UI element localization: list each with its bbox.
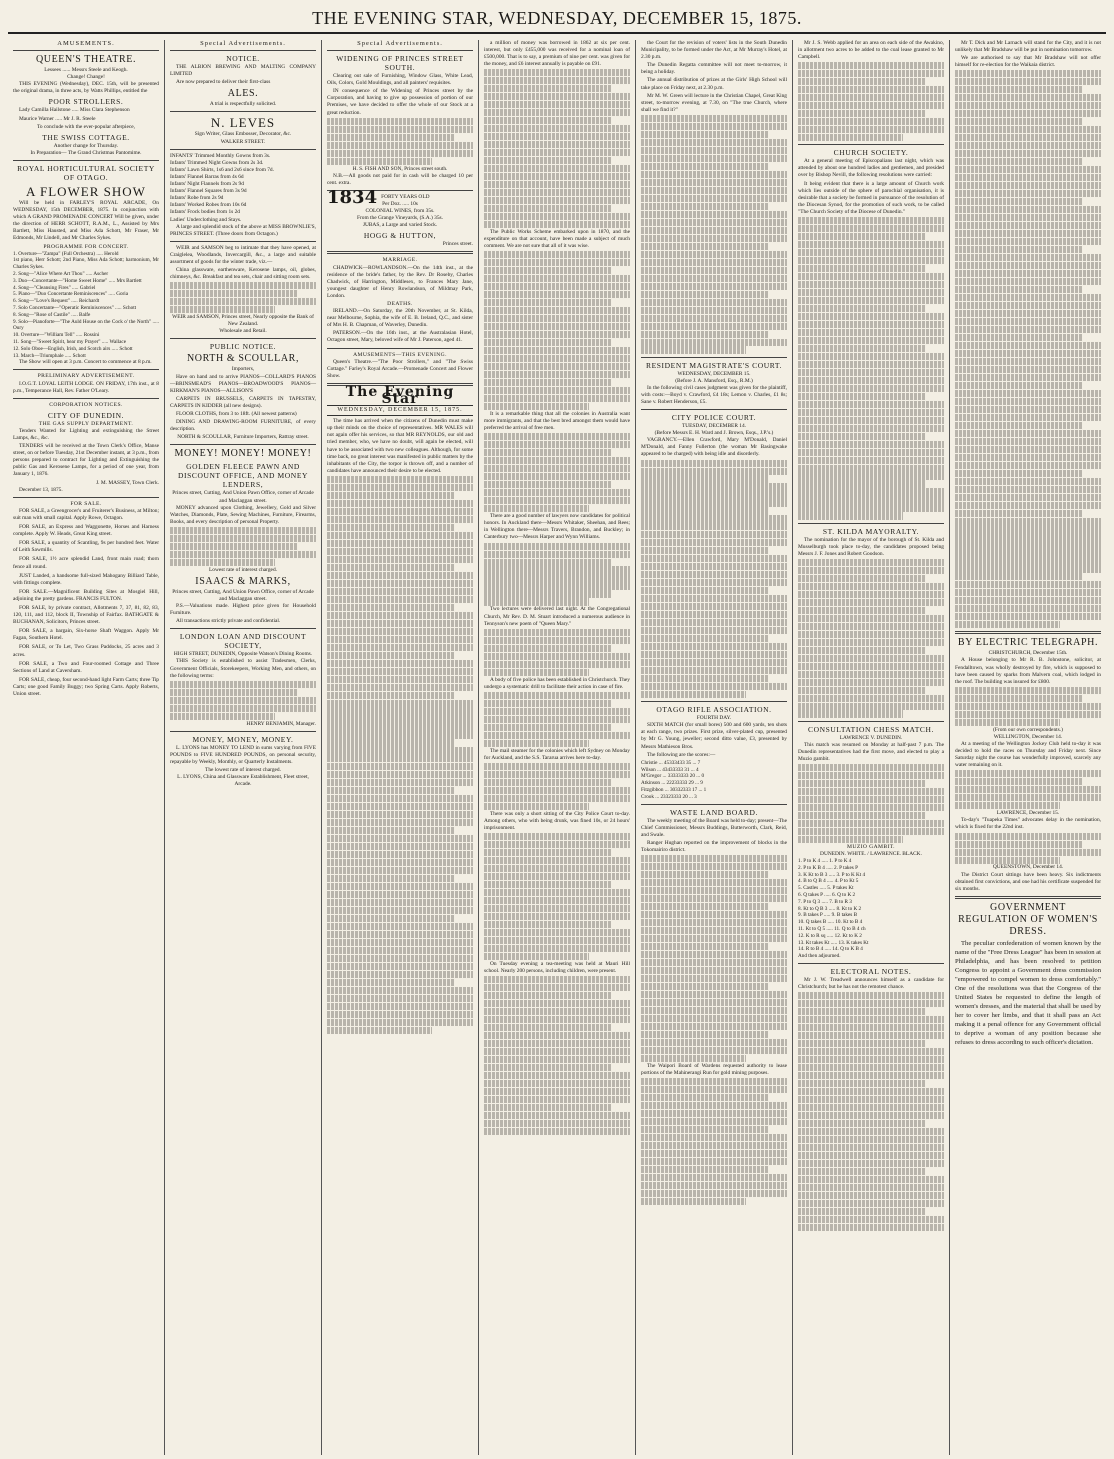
year-stamp: 1834 xyxy=(327,186,378,208)
article-text: Two lectures were delivered last night. At the Congregational Church, Mr Rev. D. M. Stuart introduced a numerous audience in Tennyson's new poem of "Queen Mary." xyxy=(484,606,630,627)
divider xyxy=(170,149,316,150)
text-lines xyxy=(170,282,316,313)
deaths-text: IRELAND.—On Saturday, the 20th November, at St. Kilda, near Melbourne, Sophia, the wife of E. B. Ireland, Q.C., and sister of Mrs H. B. Chapman, of Waverley, Dunedin. xyxy=(327,308,473,329)
show-note: The Show will open at 3 p.m. Concert to commence at 8 p.m. xyxy=(19,359,152,366)
programme-item: 3. Duo—Concertante—"Home Sweet Home" ..... Mrs Bartlett xyxy=(13,277,142,284)
notice-title: NOTICE. xyxy=(226,54,260,64)
ales-text: A trial is respectfully solicited. xyxy=(209,101,277,108)
chess-move: 13. Kt takes Kt ..... 13. K takes Kt xyxy=(798,939,869,946)
police-text: VAGRANCY.—Ellen Crawford, Mary M'Donald, Daniel M'Donald, and Fanny Fullerton (the woman Mr Basingwake appeared to be charged) with being idle and disorderly. xyxy=(641,437,787,458)
lyons-text-2: The lowest rate of interest charged. xyxy=(205,767,281,774)
weir-signature: WEIR and SAMSON, Princes street, Nearly opposite the Bank of New Zealand. xyxy=(172,314,314,328)
marriage-text: CHADWICK—ROWLANDSON.—On the 14th inst., at the residence of the bride's father, by the Rev. Dr Roseby, Charles Chadwick, of Harrington, Middlesex, to Frances Mary Jane, youngest daughter of Henry Rowlandson, of Mildmay Park, London. xyxy=(327,264,473,299)
chess-title: CONSULTATION CHESS MATCH. xyxy=(807,724,934,734)
rifle-text: SIXTH MATCH (for small bores) 500 and 600 yards, ten shots at each range, two prizes. First prize, silver-plated cup, presented by Mr G. Young, jeweller; second ditto value, £3, presented by Messrs Mathieson Bros. xyxy=(641,722,787,750)
text-lines xyxy=(484,763,630,810)
gas-text: Tenders Wanted for Lighting and extinguishing the Street Lamps, &c., &c. xyxy=(13,427,159,441)
rifle-scores xyxy=(641,760,787,801)
column-2 xyxy=(165,40,322,1455)
text-lines xyxy=(484,69,630,228)
article-text: the Court for the revision of voters' lists in the South Dunedin Municipality, to be formed under the Act, at Mr Murray's Hotel, at 2.30 p.m. xyxy=(641,40,787,61)
text-lines xyxy=(484,692,630,747)
forsale-ad: FOR SALE, cheap, four second-hand light Farm Carts; three Tip Carts; one good Family Buggy; two Spring Carts. Apply Roberts, Union street. xyxy=(13,676,159,697)
resident-date: WEDNESDAY, DECEMBER 15. xyxy=(677,370,751,377)
divider xyxy=(798,523,944,524)
resident-title: RESIDENT MAGISTRATE'S COURT. xyxy=(646,360,782,370)
article-text: It is a remarkable thing that all the colonies in Australia want more immigrants, and that the best bred amongst them would have preferred the arrival of free men. xyxy=(484,411,630,432)
score-row: M'Gregor ... 33333333 20 ... 0 xyxy=(641,773,705,780)
text-lines xyxy=(798,62,944,141)
text-lines xyxy=(955,70,1101,628)
weir-signature-2: Wholesale and Retail. xyxy=(219,328,267,335)
forsale-ad: FOR SALE, 1½ acre splendid Land, front main road; thorn fence all round. xyxy=(13,556,159,570)
text-lines xyxy=(798,992,944,1231)
hogg-address: Princes street. xyxy=(442,241,473,248)
programme-item: 8. Song—"Rose of Castile" ..... Balfe xyxy=(13,311,91,318)
divider xyxy=(641,357,787,358)
theatre-lessees: Lessees ...... Messrs Steele and Keogh. xyxy=(44,67,128,74)
theatre-afterpiece: THE SWISS COTTAGE. xyxy=(42,132,130,142)
newspaper-page xyxy=(8,4,1106,1455)
ales-title: ALES. xyxy=(227,88,259,100)
section-heading: Special Advertisements. xyxy=(357,40,443,47)
north-text-3: FLOOR CLOTHS, from 3 to 18ft. (All newest patterns) xyxy=(176,411,297,418)
text-lines xyxy=(641,115,787,354)
programme-item: 1st piano, Herr Schott; 2nd Piano, Miss Ada Schott; harmonium, Mr Charles Sykes. xyxy=(13,257,159,271)
programme-item: 1. Overture—"Zampa" (Full Orchestra) ..... Herold xyxy=(13,250,119,257)
hogg-price: Per Doz. ..... 10s xyxy=(382,200,418,207)
hogg-text-4: JUBAS, a Large and varied Stock. xyxy=(362,222,438,229)
column-1 xyxy=(8,40,165,1455)
forsale-ad: FOR SALE, an Express and Waggonette, Horses and Harness complete. Apply W. Heads, Great King street. xyxy=(13,524,159,538)
chess-move: 3. K Kt to B 3 ..... 3. P to K Kt 4 xyxy=(798,871,866,878)
nleves-text: Sign Writer, Glass Embosser, Decorator, &c. xyxy=(194,131,292,138)
divider xyxy=(170,241,316,242)
divider xyxy=(13,369,159,370)
divider xyxy=(641,804,787,805)
text-lines xyxy=(170,527,316,566)
paper-nameplate: The Evening Star xyxy=(345,383,455,407)
london-title: LONDON LOAN AND DISCOUNT SOCIETY, xyxy=(179,632,307,651)
nleves-title: N. LEVES xyxy=(210,115,276,131)
chess-move: 12. K to R sq ..... 12. Kt to K 2 xyxy=(798,932,862,939)
chess-move: 8. Kt to Q B 3 ..... 8. Kt to K 2 xyxy=(798,905,862,912)
column-4 xyxy=(479,40,636,1455)
forsale-ad: FOR SALE, or To Let, Two Grass Paddocks, 25 acres and 3 acres. xyxy=(13,644,159,658)
dateline: CHRISTCHURCH, December 15th. xyxy=(988,650,1068,657)
widening-title: WIDENING OF PRINCES STREET SOUTH. xyxy=(336,54,464,73)
programme-item: 13. March—Triumphale ..... Schott xyxy=(13,352,86,359)
north-text-2: CARPETS IN BRUSSELS, CARPETS IN TAPESTRY, CARPETS IN KIDDER (all new designs). xyxy=(170,395,316,409)
divider xyxy=(955,631,1101,634)
article-text: There was only a short sitting of the City Police Court to-day. Among others, who with being drunk, was fined 10s, or 24 hours' imprisonment. xyxy=(484,810,630,831)
chess-move: 2. P to K B 4 ..... 2. P takes P xyxy=(798,864,858,871)
forsale-ad: FOR SALE, a Two and Four-roomed Cottage and Three Sections of Land at Caversham. xyxy=(13,660,159,674)
isaacs-title: ISAACS & MARKS, xyxy=(195,575,291,587)
column-6 xyxy=(793,40,950,1455)
column-5 xyxy=(636,40,793,1455)
tenders-text: TENDERS will be received at the Town Clerk's Office, Manse street, on or before Tuesday, 21st December instant, at 3 p.m., from persons prepared to contract for Lighting and Extinguishing the public Gas and Kerosene Lamps, for a period of one year, from January 1, 1876. xyxy=(13,443,159,478)
prelim-title: PRELIMINARY ADVERTISEMENT. xyxy=(37,373,135,380)
dateline: QUEENSTOWN, December 14. xyxy=(992,864,1064,871)
chess-move: 6. Q takes P ..... 6. Q to K 2 xyxy=(798,891,856,898)
text-lines xyxy=(327,118,473,165)
gas-title: THE GAS SUPPLY DEPARTMENT. xyxy=(38,420,134,427)
divider xyxy=(327,348,473,349)
deaths-title: DEATHS. xyxy=(387,300,413,307)
divider xyxy=(955,896,1101,899)
deaths-text-2: PATERSON.—On the 16th inst., at the Australasian Hotel, Octagon street, Mary, beloved wife of Mr J. Paterson, aged 41. xyxy=(327,330,473,344)
church-title: CHURCH SOCIETY. xyxy=(833,148,909,158)
article-text: The Dunedin Regatta committee will not meet to-morrow, it being a holiday. xyxy=(641,62,787,76)
church-text-2: It being evident that there is a large amount of Church work which lies outside of the sphere of parochial organisation, it is desirable that a society be formed in pursuance of the resolution of the Diocesan Synod, for the promotion of such work, to be called "The Church Society of the Diocese of Dunedin." xyxy=(798,180,944,215)
tenders-date: December 13, 1875. xyxy=(19,486,63,493)
divider xyxy=(641,409,787,410)
divider xyxy=(170,111,316,112)
divider xyxy=(13,398,159,399)
widening-text-2: IN consequence of the Widening of Princes street by the Corporation, and having to give up possession of portion of our Premises, we have decided to offer the whole of our Stock at a great reduction. xyxy=(327,88,473,116)
hogg-signature: HOGG & HUTTON, xyxy=(363,231,437,241)
rifle-title: OTAGO RIFLE ASSOCIATION. xyxy=(656,705,772,715)
govt-title: GOVERNMENT REGULATION OF WOMEN'S DRESS. xyxy=(958,901,1098,937)
programme-item: 5. Piano—"Duo Concertante Reminiscences" ..... Goria xyxy=(13,291,129,298)
widening-signature: H. S. FISH AND SON, Princes street south. xyxy=(352,165,448,172)
divider xyxy=(170,628,316,629)
hogg-text-3: From the Grange Vineyards, (S.A.) 35s. xyxy=(357,215,443,222)
divider xyxy=(170,338,316,339)
resident-before: (Before J. A. Mansford, Esq., R.M.) xyxy=(675,377,753,384)
divider xyxy=(798,721,944,722)
divider xyxy=(641,701,787,702)
flower-show-text: Will be held in FARLEY'S ROYAL ARCADE, On WEDNESDAY, 15th DECEMBER, 1875. In conjunction with which A GRAND PROMENADE CONCERT Will be given, under the direction of HERR SCHOTT, R.A.M., L., Assisted by Mrs Bartlett, Miss Hausted, and Miss Ada Schott, Mr Fraser, Mr Edmonds, Mr Lindell, and Mr Charles Sykes. xyxy=(13,199,159,242)
london-text: HIGH STREET, DUNEDIN, Opposite Watson's Dining Rooms. xyxy=(173,651,313,658)
telegraph-title: BY ELECTRIC TELEGRAPH. xyxy=(957,637,1099,649)
text-lines xyxy=(484,833,630,960)
masthead xyxy=(8,4,1106,34)
widening-note: N.B.—All goods not paid for in cash will be charged 10 per cent. extra. xyxy=(327,172,473,186)
london-text-2: THIS Society is established to assist Tradesmen, Clerks, Government Officials, Storekeepers, Working Men, and others, on the following terms: xyxy=(170,658,316,679)
infants-item: Infants' Flannel Barras from 4s 6d xyxy=(170,173,244,180)
widening-text: Clearing out sale of Furnishing, Window Glass, White Lead, Oils, Colors, Gold Mouldings, and all painters' requisites. xyxy=(327,73,473,87)
programme-item: 2. Song—"Alice Where Art Thou" ..... Ascher xyxy=(13,270,109,277)
chess-move: 5. Castles ..... 5. P takes Kt xyxy=(798,885,854,892)
forsale-ad: FOR SALE, a quantity of Scantling, 9s per hundred feet. Water of Leith Sawmills. xyxy=(13,540,159,554)
text-lines xyxy=(798,217,944,520)
programme-item: 7. Solo Concertante—"Operatic Reminiscences" ..... Schott xyxy=(13,304,137,311)
article-text: There are a good number of lawyers now candidates for political honors. In Auckland there—Messrs Whitaker, Sheehan, and Rees; in Wellington there—Messrs Travers, Brandon, and Buckley; in Canterbury two—Messrs Harper and Wynn Williams. xyxy=(484,513,630,541)
text-lines xyxy=(484,433,630,512)
theatre-note: To conclude with the ever-popular afterpiece, xyxy=(37,123,135,130)
waste-text: The weekly meeting of the Board was held to-day; present—The Chief Commissioner, Messrs Buddings, Butterworth, Clark, Reid, and Swale. xyxy=(641,817,787,838)
rifle-sub: FOURTH DAY. xyxy=(696,715,732,722)
hogg-text-2: COLONIAL WINES, from 35s. xyxy=(365,208,435,215)
tenders-signature: J. M. MASSEY, Town Clerk. xyxy=(96,479,159,486)
score-row: Atkinson ... 22233333 29 ... 9 xyxy=(641,780,703,787)
isaacs-text-2: All transactions strictly private and confidential. xyxy=(176,618,281,625)
moneys-title: MONEY, MONEY, MONEY. xyxy=(192,734,294,744)
church-text: At a general meeting of Episcopalians last night, which was attended by about one hundred ladies and gentlemen, and presided over by Bishop Nevill, the following resolutions were carried: xyxy=(798,158,944,179)
corporation-title: CORPORATION NOTICES. xyxy=(49,401,123,408)
theatre-cast-1: Lady Camilla Hailstone ..... Miss Clara Stephenson xyxy=(19,107,130,114)
forsale-ad: FOR SALE, by private contract, Allotments 7, 37, 81, 82, 83, 120, 111, and 112, block II, Township of Fairfax. BATHGATE & BUCHANAN, Solicitors, Princes street. xyxy=(13,604,159,626)
text-lines xyxy=(327,476,473,1034)
programme-item: 4. Song—"Cleansing Fires" ..... Gabriel xyxy=(13,284,96,291)
text-lines xyxy=(641,855,787,1062)
programme-list xyxy=(13,251,159,360)
chess-move: 11. Kt to Q 5 ..... 11. Q to B 4 ch xyxy=(798,925,866,932)
isaacs-address: Princes street, Cutting, And Union Pawn Office, corner of Arcade and Maclaggan street. xyxy=(172,588,314,602)
masthead-title: THE EVENING STAR, WEDNESDAY, DECEMBER 15, 1875. xyxy=(312,8,802,28)
waste-title: WASTE LAND BOARD. xyxy=(670,807,758,817)
divider xyxy=(13,497,159,498)
fleece-text-2: Lowest rate of interest charged. xyxy=(208,566,277,573)
electoral-title: ELECTORAL NOTES. xyxy=(830,966,912,976)
rifle-scores-title: The following are the scores:— xyxy=(647,751,716,758)
weir-items: China glassware, earthenware, Kerosene lamps, oil, globes, chimneys, &c. Breakfast and tea sets, chair and sitting room sets. xyxy=(170,267,316,281)
text-lines xyxy=(484,543,630,606)
programme-title: PROGRAMME FOR CONCERT. xyxy=(43,243,129,250)
lyons-signature: L. LYONS, China and Glassware Establishment, Fleet street, Arcade. xyxy=(177,774,309,788)
chess-columns: DUNEDIN. WHITE. / LAWRENCE. BLACK. xyxy=(820,850,922,857)
column-3 xyxy=(322,40,479,1455)
column-grid xyxy=(8,40,1106,1455)
score-row: Christie ... 45333433 35 ... 7 xyxy=(641,759,701,766)
telegraph-text: At a meeting of the Wellington Jockey Club held to-day it was decided to hold the races on Thursday and Friday next. Since Saturday night the course has wonderfully improved, scarcely any water remaining on it. xyxy=(955,740,1101,769)
chess-sub: LAWRENCE V. DUNEDIN. xyxy=(839,734,903,741)
forsale-title: FOR SALE. xyxy=(70,500,102,507)
programme-item: 6. Song—"Love's Request" ..... Reichardt xyxy=(13,298,100,305)
chess-text: This match was resumed on Monday at half-past 7 p.m. The Dunedin representatives had the first move, and elected to play a Muzio gambit. xyxy=(798,741,944,762)
text-lines xyxy=(484,976,630,1135)
albion-text-2: Are now prepared to deliver their first-class xyxy=(176,79,271,86)
chess-move: 1. P to K 4 ..... 1. P to K 4 xyxy=(798,857,852,864)
article-text: Mr T. Dick and Mr Larnach will stand for the City, and it is not unlikely that Mr Bradshaw will be put in nomination tomorrow. xyxy=(955,40,1101,54)
chess-move: 4. B to Q B 4 ..... 4. P to Kt 5 xyxy=(798,878,859,885)
govt-text: The peculiar confederation of women known by the name of the "Free Dress League" has been in session at Philadelphia, and has been resolved to petition Congress to appoint a Government dress commission "empowered to compel women to dress comfortably." One of the resolutions was that the Congress of the United States be requested to define the length of women's dresses, and the material that shall be used by her to cover her limbs, and that it shall pass an Act making it a penal offence for any Government official to deprive a woman of any position because she refuses to dress according to such officer's dictation. xyxy=(955,939,1102,1046)
marriage-title: MARRIAGE. xyxy=(382,257,418,264)
divider xyxy=(170,444,316,445)
amusements-text: Queen's Theatre.—"The Poor Strollers," and "The Swiss Cottage." Farley's Royal Arcade.—Promenade Concert and Flower Show. xyxy=(327,358,473,379)
divider xyxy=(798,963,944,964)
text-lines xyxy=(955,687,1101,726)
forsale-ad: FOR SALE, a Greengrocer's and Fruiterer's Business, at Milton; suit man with small capital. Apply Rowe, Octagon. xyxy=(13,507,159,521)
text-lines xyxy=(641,1078,787,1205)
article-text: We are authorised to say that Mr Bradshaw will not offer himself for re-election for the Waikaia district. xyxy=(955,55,1101,69)
forsale-ad: FOR SALE, a bargain, Six-horse Shaft Waggon. Apply Mr Fagan, Southern Hotel. xyxy=(13,628,159,642)
weir-text: WEIR and SAMSON beg to intimate that they have opened, at Craiglelea, Woodlands, Invercargill, &c., a large and suitable assortment of goods for the winter trade, viz.— xyxy=(170,244,316,265)
chess-game: MUZIO GAMBIT. xyxy=(847,843,895,850)
north-text: Have on hand and to arrive PIANOS—COLLARD'S PIANOS—BRINSMEAD'S PIANOS—BROADWOOD'S PIANOS—KIRKMAN'S PIANOS—ALLISON'S xyxy=(170,373,316,394)
article-text: A body of five police has been established in Christchurch. They undergo a systematic drill to facilitate their action in case of fire. xyxy=(484,676,630,690)
kilda-text: The nomination for the mayor of the borough of St. Kilda and Musselburgh took place to-day, the candidates proposed being Messrs J. F. Jones and Robert Goodson. xyxy=(798,536,944,557)
theatre-note-2: Another change for Thursday. xyxy=(53,142,119,149)
theatre-play: POOR STROLLERS. xyxy=(48,97,124,107)
infants-item: Infants' Trimmed Night Gowns from 2s 3d. xyxy=(170,159,264,166)
infants-item: Infants' Night Flannels from 2s 9d xyxy=(170,181,244,188)
money-title: MONEY! MONEY! MONEY! xyxy=(174,448,312,460)
north-signature: NORTH & SCOULLAR, Furniture Importers, Rattray street. xyxy=(177,434,309,441)
telegraph-text: A House belonging to Mr R. B. Johnstone, solicitor, at Fendalltown, was wholly destroyed by fire, which is supposed to have been caused by sparks from Malvern coal, which lodged in the roof. The building was insured for £800. xyxy=(955,657,1101,685)
infants-item: Infants' Lawn Shirts, 1s6 and 2s6 since from 7d. xyxy=(170,166,274,173)
police-before: (Before Messrs E. H. Ward and J. Brown, Esqs., J.P.'s.) xyxy=(654,430,774,437)
text-lines xyxy=(484,251,630,410)
text-lines xyxy=(484,629,630,676)
society-title: ROYAL HORTICULTURAL SOCIETY OF OTAGO. xyxy=(17,163,155,182)
lodge-text: I.O.G.T. LOYAL LEITH LODGE. ON FRIDAY, 17th inst., at 8 p.m., Temperance Hall, Rev. Father O'Leary. xyxy=(13,380,159,394)
article-text: Mr J. S. Webb applied for an area on each side of the Awakino, in allotment two acres to be added to the coal lease granted to Mr Campbell. xyxy=(798,40,944,61)
text-lines xyxy=(798,559,944,718)
infants-list xyxy=(170,153,316,224)
programme-item: 9. Solo—Pianoforte—"The Auld House on the Cock o' the North" ..... Oury xyxy=(13,318,159,332)
waste-text-3: The Waipori Board of Wardens requested authority to lease portions of the Mahinerangi Run for gold mining purposes. xyxy=(641,1062,787,1076)
chess-moves xyxy=(798,858,944,960)
city-title: CITY OF DUNEDIN. xyxy=(47,410,125,420)
north-title: NORTH & SCOULLAR, xyxy=(186,353,300,365)
divider xyxy=(13,160,159,161)
column-7 xyxy=(950,40,1106,1455)
london-signature: HENRY BENJAMIN, Manager. xyxy=(246,720,316,727)
theatre-note-3: In Preparation— The Grand Christmas Pantomime. xyxy=(30,149,142,156)
theatre-title: QUEEN'S THEATRE. xyxy=(35,54,137,66)
text-lines xyxy=(170,681,316,720)
text-lines xyxy=(641,460,787,699)
article-text: Mr M. W. Green will lecture in the Christian Chapel, Great King street, to-morrow evening, at 7.30, on "The true Church, where shall we find it?" xyxy=(641,92,787,113)
article-text: The annual distribution of prizes at the Girls' High School will take place on Friday next, at 2.30 p.m. xyxy=(641,77,787,91)
nleves-address: WALKER STREET. xyxy=(220,138,266,145)
fleece-address: Princes street, Cutting, And Union Pawn Office, corner of Arcade and Maclaggan street. xyxy=(172,490,314,504)
infants-item: Ladies' Underclothing and Stays. xyxy=(170,216,242,223)
programme-item: 11. Song—"Sweet Spirit, hear my Prayer" ..... Wallace xyxy=(13,338,127,345)
forsale-ad: FOR SALE.—Magnificent Building Sites at Mosgiel Hill, adjoining the pretty gardens. FRANCIS FULTON. xyxy=(13,588,159,602)
theatre-text: THIS EVENING (Wednesday), DEC. 15th, will be presented the original drama, in three acts, by Watts Phillips, entitled the xyxy=(13,81,159,95)
amusements-title: AMUSEMENTS—THIS EVENING. xyxy=(353,351,447,358)
chess-move: 10. Q takes B ..... 10. Kt to B 4 xyxy=(798,919,863,926)
score-row: Crook ... 23323333 20 ... 3 xyxy=(641,793,697,800)
fleece-title: GOLDEN FLEECE PAWN AND DISCOUNT OFFICE, AND MONEY LENDERS, xyxy=(177,462,309,490)
dateline: WELLINGTON, December 14. xyxy=(993,733,1063,740)
corr-title: (From our own correspondents.) xyxy=(993,726,1063,733)
divider xyxy=(327,251,473,254)
divider xyxy=(13,50,159,51)
infants-item: Infants' Flannel Squares from 3s 9d xyxy=(170,188,247,195)
brownlie-text: A large and splendid stock of the above at MISS BROWNLIE'S, PRINCES STREET. (Three doors from Octagon.) xyxy=(170,223,316,237)
telegraph-text: The District Court sittings have been heavy. Six indictments obtained first convictions, and one had his certificate suspended for six months. xyxy=(955,871,1101,892)
albion-text: THE ALBION BREWING AND MALTING COMPANY LIMITED xyxy=(170,64,316,78)
infants-item: INFANTS' Trimmed Monthly Gowns from 3s. xyxy=(170,152,271,159)
score-row: Wilson ... 43433333 31 ... 4 xyxy=(641,766,699,773)
text-lines xyxy=(955,833,1101,864)
chess-move: 7. P to Q 3 ..... 7. B to R 3 xyxy=(798,898,852,905)
police-date: TUESDAY, DECEMBER 14. xyxy=(681,423,747,430)
divider xyxy=(798,144,944,145)
hogg-text: FORTY YEARS OLD xyxy=(381,193,430,200)
divider xyxy=(327,50,473,51)
article-text: The Public Works Scheme embarked upon in 1870, and the expenditure on that account, have been made a subject of much comment. We are not sure that all of it was wise. xyxy=(484,229,630,250)
flower-show-title: A FLOWER SHOW xyxy=(26,183,146,199)
section-heading: Special Advertisements. xyxy=(200,40,286,47)
chess-move: 9. B takes P ..... 9. B takes B xyxy=(798,912,858,919)
infants-item: Infants' Robe from 2s 9d xyxy=(170,195,224,202)
public-notice-title: PUBLIC NOTICE. xyxy=(209,342,277,352)
north-text-4: DINING AND DRAWING-ROOM FURNITURE, of every description. xyxy=(170,419,316,433)
score-row: Fitzgibbon ... 30332333 17 ... 1 xyxy=(641,786,707,793)
divider xyxy=(170,731,316,732)
telegraph-text: To-day's "Tuapeka Times" advocates delay in the nomination, which is fixed for the 22nd inst. xyxy=(955,817,1101,831)
editorial-text: The time has arrived when the citizens of Dunedin must make up their minds on the choice of representatives. MR WALES will not again offer his services, so that MR REYNOLDS, our old and tried member, who, we have no doubt, will again be elected, will have to be associated with two new colleagues. Although, for some time back, no great interest was manifested in public matters by the inhabitants of the City, the torpor is thrown off, and a number of candidates have announced their desire to be elected. xyxy=(327,418,473,474)
theatre-change: Change! Change! xyxy=(67,74,105,81)
resident-text: In the following civil cases judgment was given for the plaintiff, with costs:—Boyd v. Crawford, £4 18s; Lemon v. Charles, £1 8s; Sane v. Robert Henderson, £5. xyxy=(641,384,787,405)
theatre-cast-2: Maurice Warner ..... Mr J. R. Steele xyxy=(19,115,96,122)
chess-move: 14. R to B 4 ..... 14. Q to K B 4 xyxy=(798,946,863,953)
forsale-ad: JUST Landed, a handsome full-sized Mahogany Billiard Table, with fittings complete. xyxy=(13,572,159,586)
text-lines xyxy=(955,770,1101,809)
section-heading: AMUSEMENTS. xyxy=(57,40,115,47)
text-lines xyxy=(798,764,944,843)
programme-item: 10. Overture—"William Tell" ..... Rossini xyxy=(13,332,100,339)
fleece-text: MONEY advanced upon Clothing, Jewellery, Gold and Silver Watches, Diamonds, Plate, Sewing Machines, Furniture, Firearms, Books, and every description of personal Property. xyxy=(170,504,316,525)
dateline: LAWRENCE, December 15. xyxy=(996,810,1060,817)
kilda-title: ST. KILDA MAYORALTY. xyxy=(822,526,920,536)
divider xyxy=(170,50,316,51)
infants-item: Infants' Worked Robes from 10s 6d xyxy=(170,202,247,209)
article-text: The mail steamer for the colonies which left Sydney on Monday for Auckland, and the S.S. Tararua arrives here to-day. xyxy=(484,747,630,761)
north-sub: Importers, xyxy=(231,366,255,373)
infants-item: Infants' Frock bodies from 1s 2d xyxy=(170,209,240,216)
police-title: CITY POLICE COURT. xyxy=(671,413,757,423)
isaacs-text: P.S.—Valuations made. Highest price given for Household Furniture. xyxy=(170,603,316,617)
programme-item: 12. Solo Oboe—English, Irish, and Scotch airs ..... Schott xyxy=(13,345,133,352)
electoral-text: Mr J. W. Treadwell announces himself as a candidate for Christchurch; but he has not the remotest chance. xyxy=(798,976,944,991)
lyons-text: L. LYONS has MONEY TO LEND in sums varying from FIVE POUNDS to FIVE HUNDRED POUNDS, on personal security, repayable by Weekly, Monthly, or Quarterly Instalments. xyxy=(170,744,316,765)
waste-text-2: Ranger Hughan reported on the improvement of blocks in the Tokomairiro district. xyxy=(641,839,787,853)
article-text: a million of money was borrowed in 1862 at six per cent. interest, but only £455,000 was received for a nominal loan of £500,000. That is to say, a premium of nine per cent. was given for the money, and £6 interest annually is payable on £91. xyxy=(484,40,630,68)
chess-move: And then adjourned. xyxy=(798,953,841,960)
article-text: On Tuesday evening a tea-meeting was held at Mauri Hill school. Nearly 200 persons, including children, were present. xyxy=(484,960,630,974)
paper-date: WEDNESDAY, DECEMBER 15, 1875. xyxy=(327,405,473,416)
